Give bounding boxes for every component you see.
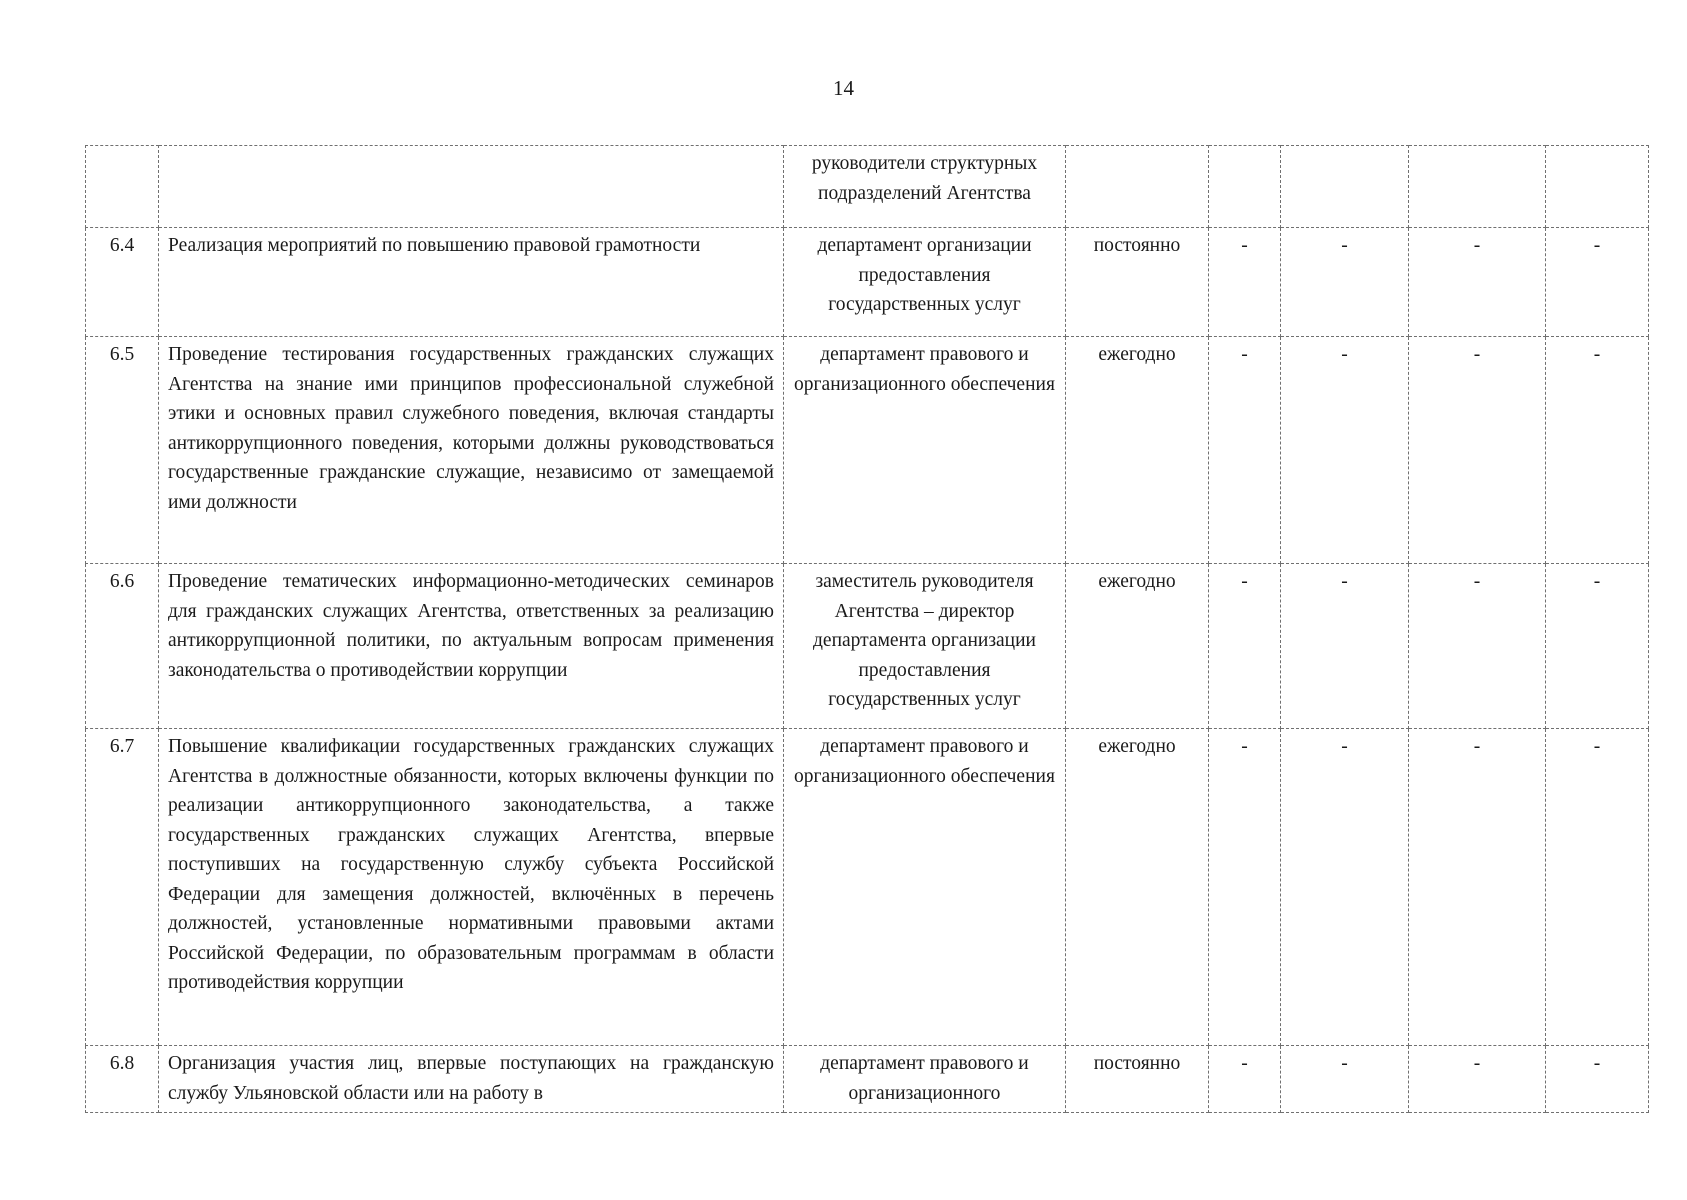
row-term-cell: ежегодно	[1066, 729, 1209, 1046]
row-value-cell-3: -	[1409, 228, 1546, 337]
row-value-cell-4: -	[1546, 564, 1649, 729]
measures-table	[85, 145, 1649, 1113]
row-term-cell	[1066, 146, 1209, 228]
page-number: 14	[833, 76, 854, 100]
row-description-cell	[159, 146, 784, 228]
row-value-cell-4	[1546, 146, 1649, 228]
row-value-cell-4: -	[1546, 1046, 1649, 1113]
table-row	[86, 1046, 1649, 1113]
table-row-continuation	[86, 146, 1649, 228]
row-number-cell: 6.6	[86, 564, 159, 729]
row-responsible-cell: департамент правового и организационного	[784, 1046, 1066, 1113]
row-responsible-cell: руководители структурных подразделений Агентства	[784, 146, 1066, 228]
row-value-cell-3	[1409, 146, 1546, 228]
row-description-cell: Проведение тематических информационно-методических семинаров для гражданских служащих Агентства, ответственных за реализацию антикоррупционной политики, по актуальным вопросам применения законодательства о противодействии коррупции	[159, 564, 784, 729]
row-description-cell: Повышение квалификации государственных гражданских служащих Агентства в должностные обязанности, которых включены функции по реализации антикоррупционного законодательства, а также государственных гражданских служащих Агентства, впервые поступивших на государственную службу субъекта Российской Федерации для замещения должностей, включённых в перечень должностей, установленные нормативными правовыми актами Российской Федерации, по образовательным программам в области противодействия коррупции	[159, 729, 784, 1046]
row-description-cell: Реализация мероприятий по повышению правовой грамотности	[159, 228, 784, 337]
row-value-cell-1	[1209, 146, 1281, 228]
row-responsible-cell: департамент организации предоставления государственных услуг	[784, 228, 1066, 337]
row-value-cell-4: -	[1546, 228, 1649, 337]
row-responsible-cell: департамент правового и организационного обеспечения	[784, 337, 1066, 564]
row-term-cell: ежегодно	[1066, 337, 1209, 564]
row-value-cell-3: -	[1409, 1046, 1546, 1113]
table-row	[86, 564, 1649, 729]
row-term-cell: ежегодно	[1066, 564, 1209, 729]
row-term-cell: постоянно	[1066, 1046, 1209, 1113]
row-number-cell: 6.8	[86, 1046, 159, 1113]
row-value-cell-2: -	[1281, 564, 1409, 729]
row-value-cell-1: -	[1209, 564, 1281, 729]
row-value-cell-1: -	[1209, 729, 1281, 1046]
row-value-cell-2: -	[1281, 1046, 1409, 1113]
row-number-cell: 6.7	[86, 729, 159, 1046]
table-row	[86, 228, 1649, 337]
row-value-cell-3: -	[1409, 729, 1546, 1046]
row-responsible-cell: департамент правового и организационного обеспечения	[784, 729, 1066, 1046]
row-value-cell-2: -	[1281, 228, 1409, 337]
row-value-cell-2: -	[1281, 729, 1409, 1046]
row-value-cell-2	[1281, 146, 1409, 228]
row-responsible-cell: заместитель руководителя Агентства – директор департамента организации предоставления государственных услуг	[784, 564, 1066, 729]
row-description-cell: Проведение тестирования государственных гражданских служащих Агентства на знание ими принципов профессиональной служебной этики и основных правил служебного поведения, включая стандарты антикоррупционного поведения, которыми должны руководствоваться государственные гражданские служащие, независимо от замещаемой ими должности	[159, 337, 784, 564]
row-term-cell: постоянно	[1066, 228, 1209, 337]
row-value-cell-3: -	[1409, 564, 1546, 729]
table-row	[86, 729, 1649, 1046]
row-number-cell: 6.5	[86, 337, 159, 564]
row-description-cell: Организация участия лиц, впервые поступающих на гражданскую службу Ульяновской области или на работу в	[159, 1046, 784, 1113]
row-value-cell-1: -	[1209, 1046, 1281, 1113]
row-number-cell	[86, 146, 159, 228]
table-row	[86, 337, 1649, 564]
row-number-cell: 6.4	[86, 228, 159, 337]
row-value-cell-4: -	[1546, 729, 1649, 1046]
row-value-cell-1: -	[1209, 337, 1281, 564]
row-value-cell-4: -	[1546, 337, 1649, 564]
row-value-cell-2: -	[1281, 337, 1409, 564]
row-value-cell-3: -	[1409, 337, 1546, 564]
row-value-cell-1: -	[1209, 228, 1281, 337]
